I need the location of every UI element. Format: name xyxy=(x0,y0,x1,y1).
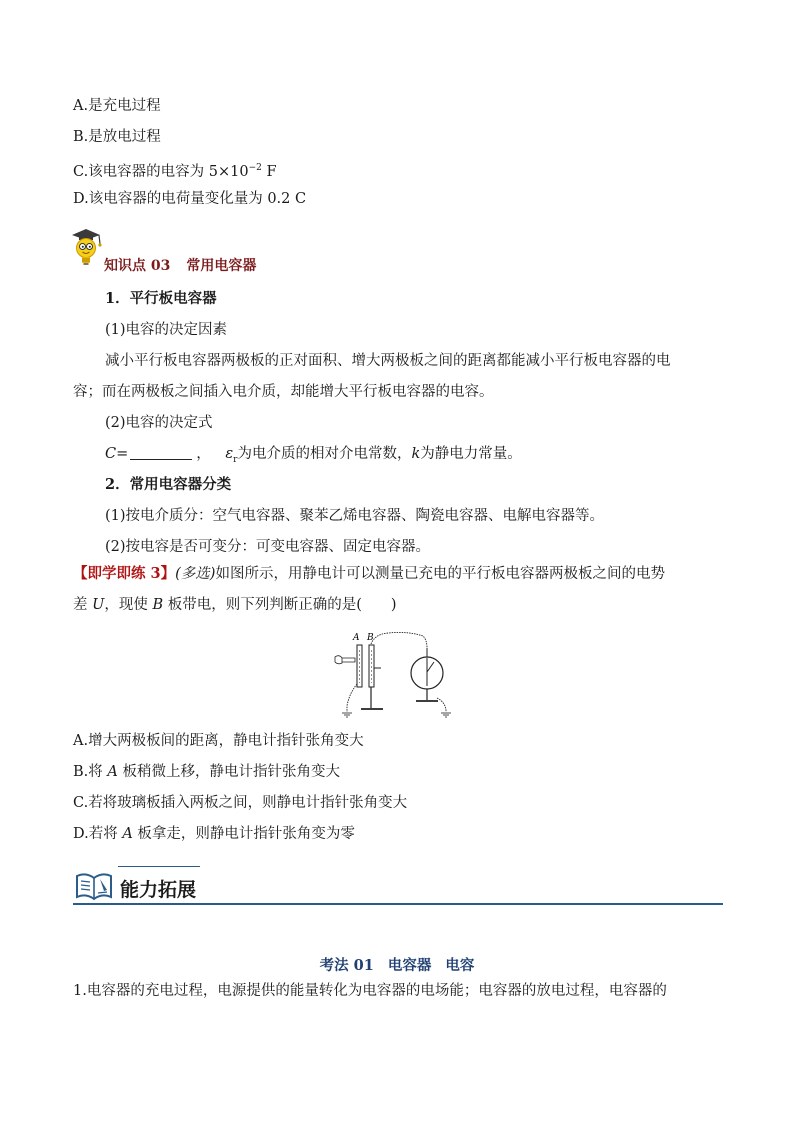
open-book-icon xyxy=(74,870,114,902)
paragraph-line: 容；而在两极板之间插入电介质，却能增大平行板电容器的电容。 xyxy=(73,384,494,400)
epsilon-symbol: ε xyxy=(225,446,234,462)
k-description: 为静电力常量。 xyxy=(420,446,522,462)
k-symbol: k xyxy=(411,446,421,462)
sub-heading-factors: (1)电容的决定因素 xyxy=(105,322,228,338)
option-letter: D. xyxy=(73,191,89,207)
option-text: 将 xyxy=(88,764,108,780)
option-letter: A. xyxy=(73,733,89,749)
option-text: 是放电过程 xyxy=(88,129,161,145)
var-a: A xyxy=(107,764,118,780)
sub-heading-formula: (2)电容的决定式 xyxy=(105,415,213,431)
method-topic-2: 电容 xyxy=(445,957,475,974)
stem-text: 板带电，则下列判断正确的是( ) xyxy=(163,597,397,613)
exercise-label: 【即学即练 3】 xyxy=(73,565,176,582)
option-text: 板稍微上移，静电计指针张角变大 xyxy=(117,764,340,780)
section-title: 能力拓展 xyxy=(120,879,197,901)
equals-sign: = xyxy=(116,446,129,462)
exponent: −2 xyxy=(248,163,262,173)
paragraph-line: 减小平行板电容器两极板的正对面积、增大两极板之间的距离都能减小平行板电容器的电 xyxy=(105,353,671,369)
comma: ， xyxy=(196,446,211,462)
electrometer-figure xyxy=(333,628,463,720)
exercise-stem-2 xyxy=(73,595,397,615)
stem-text: ，现使 xyxy=(104,597,153,613)
figure-label-a: A xyxy=(353,633,360,643)
option-text: 若将玻璃板插入两板之间，则静电计指针张角变大 xyxy=(88,795,408,811)
option-d-top xyxy=(73,189,306,209)
figure-label-b: B xyxy=(367,633,374,643)
method-label: 考法 01 xyxy=(319,957,374,974)
var-a: A xyxy=(122,826,133,842)
option-letter: D. xyxy=(73,826,89,842)
option-letter: C. xyxy=(73,164,89,180)
method-topic-1: 电容器 xyxy=(387,957,432,974)
mascot-graduate-icon xyxy=(68,226,104,270)
stem-text: 差 xyxy=(73,597,93,613)
section-top-rule xyxy=(118,866,200,867)
option-text: 该电容器的电荷量变化量为 0.2 C xyxy=(88,191,307,207)
exercise-option-a xyxy=(73,731,364,751)
fill-blank xyxy=(130,445,192,460)
epsilon-description: 为电介质的相对介电常数， xyxy=(237,446,412,462)
heading-common-types: 2．常用电容器分类 xyxy=(105,476,232,493)
paragraph-line: 1.电容器的充电过程，电源提供的能量转化为电容器的电场能；电容器的放电过程，电容器的 xyxy=(73,983,667,999)
unit: F xyxy=(261,164,277,180)
option-text: 板拿走，则静电计指针张角变为零 xyxy=(132,826,355,842)
option-text: 若将 xyxy=(88,826,123,842)
option-a-top xyxy=(73,96,161,116)
heading-parallel-plate: 1．平行板电容器 xyxy=(105,290,217,307)
exercise-tag: (多选) xyxy=(175,566,216,582)
list-item: (2)按电容是否可变分：可变电容器、固定电容器。 xyxy=(105,539,431,555)
exercise-option-b xyxy=(73,762,340,782)
knowledge-point-label: 知识点 03 xyxy=(104,258,171,274)
option-text: 增大两极板间的距离，静电计指针张角变大 xyxy=(88,733,364,749)
option-b-top xyxy=(73,127,161,147)
var-c: C xyxy=(105,446,117,462)
var-u: U xyxy=(92,597,105,613)
option-text: 是充电过程 xyxy=(88,98,161,114)
option-text: 该电容器的电容为 5×10 xyxy=(88,164,249,180)
exercise-option-d xyxy=(73,824,355,844)
method-title xyxy=(0,954,794,975)
var-b: B xyxy=(152,597,164,613)
section-divider xyxy=(73,903,723,905)
exercise-option-c xyxy=(73,793,407,813)
option-c-top xyxy=(73,158,277,182)
knowledge-point-name: 常用电容器 xyxy=(186,258,257,274)
list-item: (1)按电介质分：空气电容器、聚苯乙烯电容器、陶瓷电容器、电解电容器等。 xyxy=(105,508,605,524)
stem-text: 如图所示，用静电计可以测量已充电的平行板电容器两极板之间的电势 xyxy=(215,566,665,582)
exercise-stem xyxy=(73,564,665,584)
option-letter: B. xyxy=(73,129,89,145)
option-letter: A. xyxy=(73,98,89,114)
knowledge-point-title xyxy=(104,255,256,275)
epsilon-subscript: r xyxy=(233,454,238,465)
option-letter: C. xyxy=(73,795,89,811)
option-letter: B. xyxy=(73,764,89,780)
formula-line xyxy=(105,444,522,470)
